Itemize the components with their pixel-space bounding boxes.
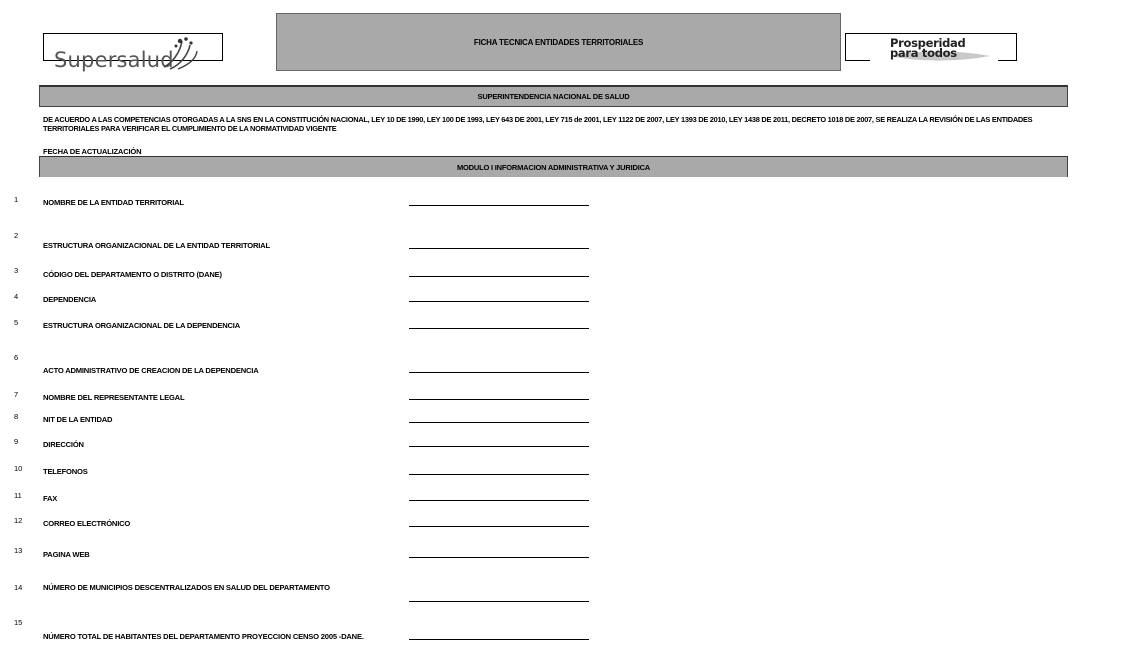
row-number: 13 — [14, 546, 23, 555]
field-label: ESTRUCTURA ORGANIZACIONAL DE LA ENTIDAD TERRITORIAL — [43, 241, 270, 250]
module-header: MODULO I INFORMACION ADMINISTRATIVA Y JURIDICA — [39, 156, 1068, 177]
row-number: 6 — [14, 353, 19, 362]
field-input-line[interactable] — [409, 205, 589, 206]
field-input-line[interactable] — [409, 422, 589, 423]
fecha-actualizacion-label: FECHA DE ACTUALIZACIÓN — [43, 147, 142, 156]
supersalud-logo-icon — [158, 33, 200, 71]
field-label: TELEFONOS — [43, 467, 88, 476]
prosperidad-logo-line2: para todos — [890, 46, 957, 60]
row-number: 7 — [14, 390, 19, 399]
frame-line — [845, 60, 870, 61]
prosperidad-logo-text — [890, 38, 965, 58]
prosperidad-logo-line1: Prosperidad — [890, 36, 966, 50]
document-title: FICHA TECNICA ENTIDADES TERRITORIALES — [276, 13, 841, 71]
row-number: 12 — [14, 516, 23, 525]
field-input-line[interactable] — [409, 474, 589, 475]
field-label: NOMBRE DE LA ENTIDAD TERRITORIAL — [43, 198, 184, 207]
section-header-sns: SUPERINTENDENCIA NACIONAL DE SALUD — [39, 85, 1068, 107]
field-input-line[interactable] — [409, 276, 589, 277]
field-label: FAX — [43, 494, 58, 503]
field-input-line[interactable] — [409, 446, 589, 447]
field-input-line[interactable] — [409, 301, 589, 302]
row-number: 9 — [14, 437, 19, 446]
row-number: 1 — [14, 195, 19, 204]
field-label: NÚMERO DE MUNICIPIOS DESCENTRALIZADOS EN SALUD DEL DEPARTAMENTO — [43, 583, 330, 592]
row-number: 5 — [14, 318, 19, 327]
field-input-line[interactable] — [409, 500, 589, 501]
row-number: 14 — [14, 583, 23, 592]
row-number: 15 — [14, 618, 23, 627]
field-input-line[interactable] — [409, 248, 589, 249]
row-number: 11 — [14, 491, 22, 500]
field-label: ESTRUCTURA ORGANIZACIONAL DE LA DEPENDENCIA — [43, 321, 240, 330]
field-label: CÓDIGO DEL DEPARTAMENTO O DISTRITO (DANE) — [43, 270, 222, 279]
row-number: 8 — [14, 412, 19, 421]
row-number: 2 — [14, 231, 19, 240]
supersalud-logo-text: Supersalud — [54, 48, 174, 72]
field-label: NÚMERO TOTAL DE HABITANTES DEL DEPARTAMENTO PROYECCION CENSO 2005 -DANE. — [43, 632, 364, 641]
intro-paragraph: DE ACUERDO A LAS COMPETENCIAS OTORGADAS A LA SNS EN LA CONSTITUCIÓN NACIONAL, LEY 10 DE 1990, LEY 100 DE 1993, LEY 643 DE 2001, LEY 715 de 2001, LEY 1122 DE 2007, LEY 1393 DE 2010, LEY 1438 DE 2011, DECRETO 1018 DE 2007, SE REALIZA LA REVISIÓN DE LAS ENTIDADES TERRITORIALES PARA VERIFICAR EL CUMPLIMIENTO DE LA NORMATIVIDAD VIGENTE — [43, 115, 1033, 133]
row-number: 10 — [14, 464, 23, 473]
frame-line — [998, 60, 1017, 61]
field-input-line[interactable] — [409, 399, 589, 400]
field-label: NIT DE LA ENTIDAD — [43, 415, 113, 424]
field-input-line[interactable] — [409, 639, 589, 640]
field-label: NOMBRE DEL REPRESENTANTE LEGAL — [43, 393, 185, 402]
field-input-line[interactable] — [409, 526, 589, 527]
field-label: CORREO ELECTRÓNICO — [43, 519, 131, 528]
row-number: 4 — [14, 292, 19, 301]
field-input-line[interactable] — [409, 557, 589, 558]
field-label: DIRECCIÓN — [43, 440, 84, 449]
field-input-line[interactable] — [409, 601, 589, 602]
field-input-line[interactable] — [409, 372, 589, 373]
field-label: PAGINA WEB — [43, 550, 90, 559]
field-label: ACTO ADMINISTRATIVO DE CREACION DE LA DEPENDENCIA — [43, 366, 259, 375]
field-input-line[interactable] — [409, 328, 589, 329]
row-number: 3 — [14, 266, 19, 275]
field-label: DEPENDENCIA — [43, 295, 97, 304]
